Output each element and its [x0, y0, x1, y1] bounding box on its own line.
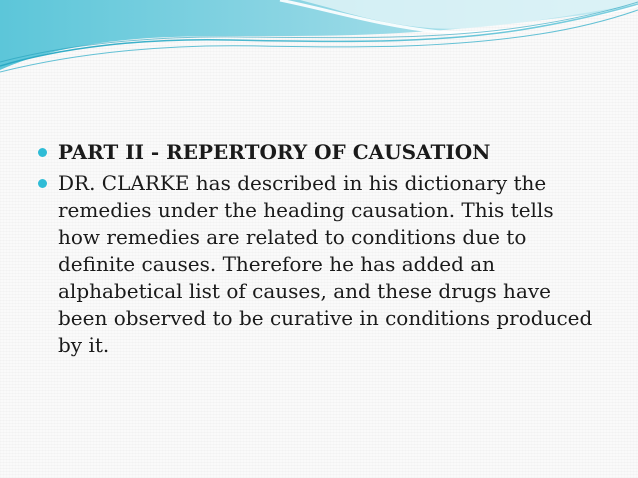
bullet-dot-icon — [38, 179, 47, 188]
header-wave-decoration — [0, 0, 638, 80]
bullet-item-title — [38, 139, 598, 166]
bullet-text: PART II - REPERTORY OF CAUSATION — [58, 140, 491, 164]
content-area — [38, 139, 598, 363]
bullet-item-body — [38, 170, 598, 359]
bullet-text: DR. CLARKE has described in his dictionary the remedies under the heading causation. This tells how remedies are related to conditions due to definite causes. Therefore he has added an alphabetical list of causes, and these drugs have been observed to be curative in conditions produced by it. — [58, 171, 593, 357]
bullet-dot-icon — [38, 148, 47, 157]
